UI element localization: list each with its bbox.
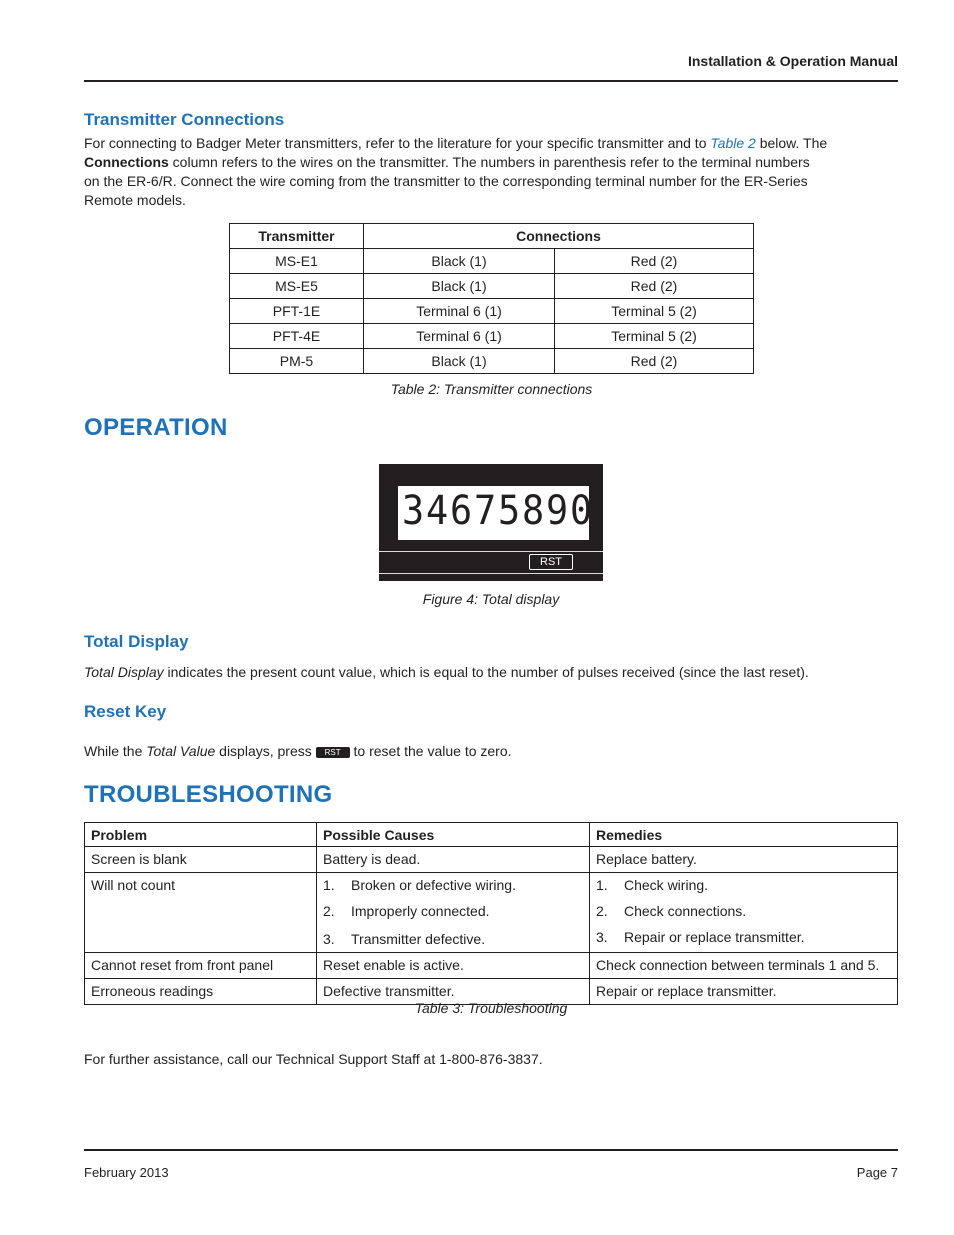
section-heading-reset-key: Reset Key bbox=[84, 702, 167, 721]
transmitter-paragraph: For connecting to Badger Meter transmitters, refer to the literature for your specific transmitter and to Table 2 below. The Connections column refers to the wires on the transmitter. The numbers in parenthesis refer to the terminal numbers on the ER-6/R. Connect the wire coming from the transmitter to the corresponding terminal number for the ER-Series Remote models. bbox=[84, 135, 828, 208]
table-row: MS-E5 Black (1) Red (2) bbox=[230, 274, 754, 299]
button-strip bbox=[379, 551, 603, 574]
table-header: Problem bbox=[85, 823, 317, 847]
remedies-list bbox=[596, 875, 891, 947]
total-display-figure bbox=[379, 464, 603, 581]
table-3-caption: Table 3: Troubleshooting bbox=[414, 1000, 568, 1016]
table-row: MS-E1 Black (1) Red (2) bbox=[230, 249, 754, 274]
running-header: Installation & Operation Manual bbox=[687, 53, 898, 69]
lcd-count-value: 34675890 bbox=[402, 488, 594, 534]
section-heading-operation: OPERATION bbox=[84, 414, 228, 441]
table-row: Cannot reset from front panel Reset enable is active. Check connection between terminals 1 and 5. bbox=[85, 953, 898, 979]
reset-key-paragraph: While the Total Value displays, press RST to reset the value to zero. bbox=[84, 743, 512, 759]
total-display-paragraph: Total Display indicates the present count value, which is equal to the number of pulses received (since the last reset). bbox=[84, 664, 809, 680]
section-heading-total-display: Total Display bbox=[84, 632, 189, 651]
causes-list bbox=[323, 875, 583, 949]
troubleshooting-table bbox=[84, 822, 898, 1005]
table-row: PFT-4E Terminal 6 (1) Terminal 5 (2) bbox=[230, 324, 754, 349]
transmitter-connections-table bbox=[229, 223, 754, 374]
rst-key-icon: RST bbox=[316, 747, 350, 758]
table-header: Transmitter bbox=[230, 224, 364, 249]
figure-4-caption: Figure 4: Total display bbox=[422, 591, 560, 607]
list-item: 3. Repair or replace transmitter. bbox=[596, 929, 805, 945]
list-item: 1. Check wiring. bbox=[596, 877, 709, 893]
rst-button[interactable]: RST bbox=[529, 554, 573, 570]
footer-rule bbox=[84, 1149, 898, 1151]
table-row: Screen is blank Battery is dead. Replace battery. bbox=[85, 847, 898, 873]
lcd-screen bbox=[398, 486, 594, 540]
table-header: Connections bbox=[364, 224, 754, 249]
header-rule bbox=[84, 80, 898, 82]
table-header: Remedies bbox=[590, 823, 898, 847]
table-header: Possible Causes bbox=[317, 823, 590, 847]
section-heading-troubleshooting: TROUBLESHOOTING bbox=[84, 781, 333, 808]
table-row: Will not count 1. Broken or defective wiring. 2. Improperly connected. 3. Transmitter defective. 1. Check wiring. 2. Check connections. 3. Repair or replace transmitter. bbox=[85, 873, 898, 953]
table-row: PM-5 Black (1) Red (2) bbox=[230, 349, 754, 374]
list-item: 2. Improperly connected. bbox=[323, 903, 490, 919]
list-item: 1. Broken or defective wiring. bbox=[323, 877, 516, 893]
section-heading-transmitter-connections: Transmitter Connections bbox=[84, 110, 285, 129]
table-2-caption: Table 2: Transmitter connections bbox=[390, 381, 593, 397]
table-row: PFT-1E Terminal 6 (1) Terminal 5 (2) bbox=[230, 299, 754, 324]
support-paragraph: For further assistance, call our Technical Support Staff at 1-800-876-3837. bbox=[84, 1051, 543, 1067]
footer-date: February 2013 bbox=[84, 1165, 169, 1180]
table-row: Erroneous readings Defective transmitter. Repair or replace transmitter. bbox=[85, 979, 898, 1005]
table-2-link[interactable]: Table 2 bbox=[710, 135, 756, 151]
list-item: 2. Check connections. bbox=[596, 903, 747, 919]
footer-page-number: Page 7 bbox=[856, 1165, 898, 1180]
list-item: 3. Transmitter defective. bbox=[323, 931, 486, 947]
